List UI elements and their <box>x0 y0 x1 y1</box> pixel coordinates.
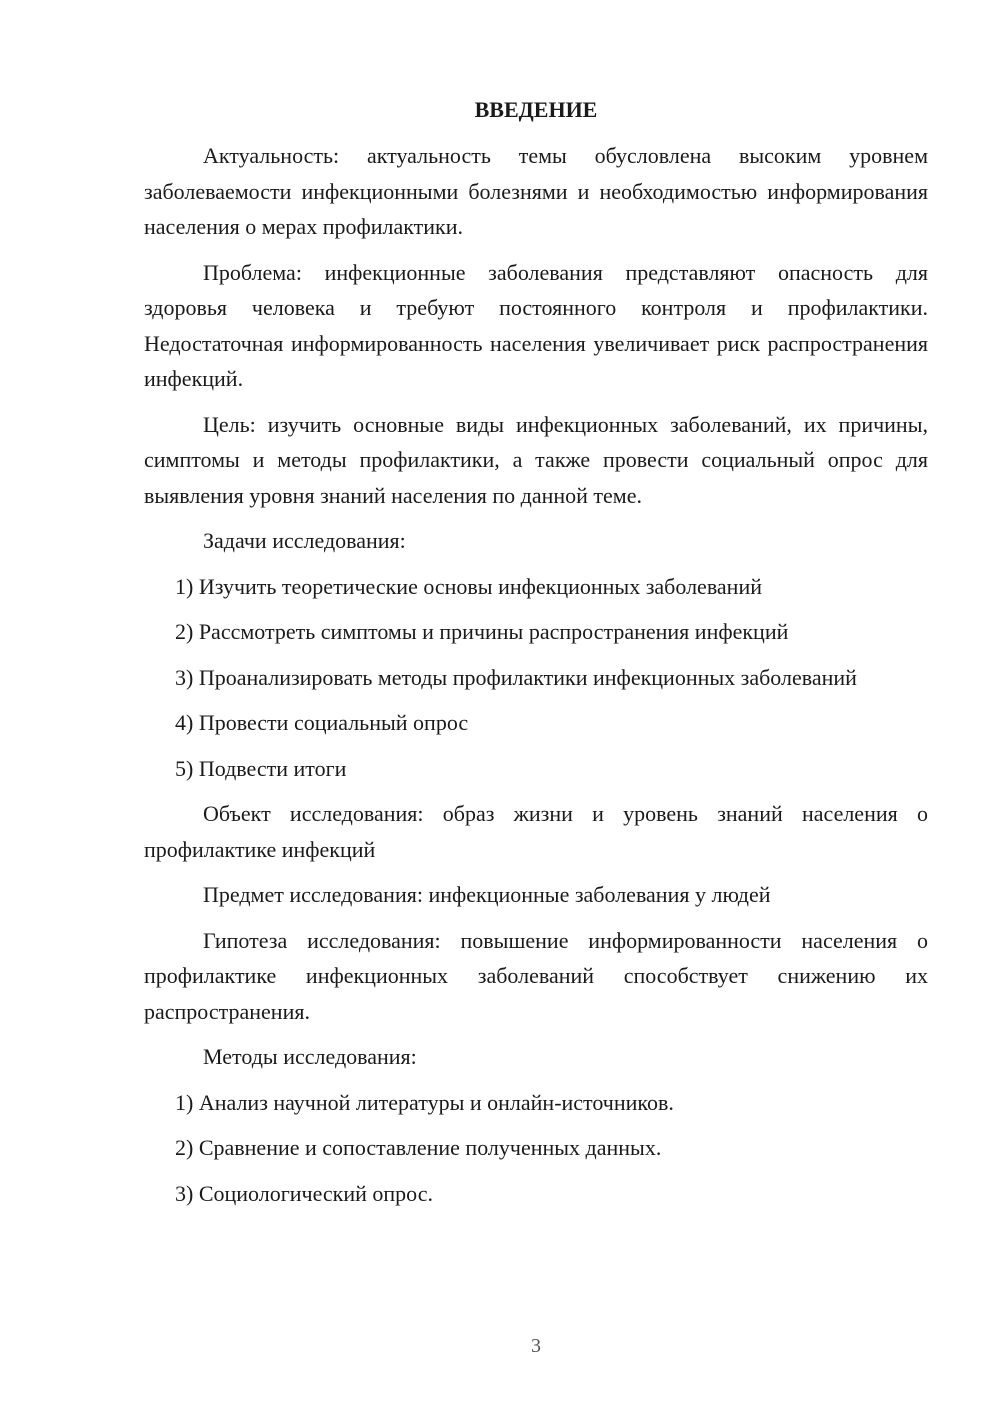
page-number: 3 <box>531 1335 541 1357</box>
task-item: 1) Изучить теоретические основы инфекционных заболеваний <box>175 573 762 599</box>
method-item: 1) Анализ научной литературы и онлайн-источников. <box>175 1089 674 1115</box>
task-item: 2) Рассмотреть симптомы и причины распространения инфекций <box>175 619 789 644</box>
subject-paragraph: Предмет исследования: инфекционные заболевания у людей <box>203 882 771 907</box>
method-item: 2) Сравнение и сопоставление полученных данных. <box>175 1135 662 1160</box>
object-paragraph: Объект исследования: образ жизни и уровень знаний населения о профилактике инфекций <box>144 801 928 862</box>
section-title: ВВЕДЕНИЕ <box>474 97 598 122</box>
method-item: 3) Социологический опрос. <box>175 1180 433 1206</box>
methods-heading: Методы исследования: <box>203 1044 417 1069</box>
task-item: 3) Проанализировать методы профилактики инфекционных заболеваний <box>175 664 857 690</box>
goal-paragraph: Цель: изучить основные виды инфекционных заболеваний, их причины, симптомы и методы профилактики, а также провести социальный опрос для выявления уровня знаний населения по данной теме. <box>144 411 928 508</box>
relevance-paragraph: Актуальность: актуальность темы обусловлена высоким уровнем заболеваемости инфекционными болезнями и необходимостью информирования населения о мерах профилактики. <box>144 143 928 239</box>
hypothesis-paragraph: Гипотеза исследования: повышение информированности населения о профилактике инфекционных заболеваний способствует снижению их распространения. <box>144 927 928 1024</box>
task-item: 5) Подвести итоги <box>175 755 347 781</box>
document-page <box>144 96 928 1221</box>
task-item: 4) Провести социальный опрос <box>175 710 469 735</box>
tasks-heading: Задачи исследования: <box>203 528 406 553</box>
problem-paragraph: Проблема: инфекционные заболевания представляют опасность для здоровья человека и требуют постоянного контроля и профилактики. Недостаточная информированность населения увеличивает риск распространения инфекций. <box>144 259 928 391</box>
